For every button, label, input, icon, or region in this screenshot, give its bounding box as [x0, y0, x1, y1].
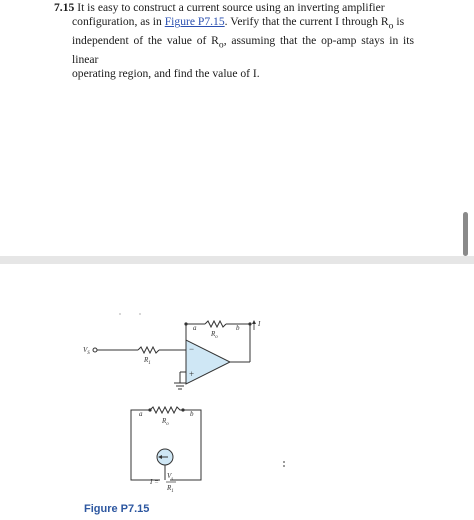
problem-number: 7.15	[54, 1, 75, 14]
node-b2-label: b	[190, 410, 194, 418]
ro-feedback-resistor	[205, 321, 226, 327]
node-a-dot	[184, 322, 187, 325]
stray-mark-3	[119, 313, 120, 314]
input-terminal	[93, 348, 97, 352]
problem-line-1: It is easy to construct a current source using an inverting amplifier	[77, 1, 385, 14]
op-amp-plus: +	[189, 369, 195, 379]
line3-sub: o	[218, 39, 224, 51]
line2-end: is	[393, 15, 405, 29]
node-b2-dot	[181, 408, 184, 411]
figure-link[interactable]: Figure P7.15	[164, 15, 225, 29]
node-a2-dot	[148, 408, 151, 411]
node-a-label: a	[193, 324, 197, 332]
line2-pre: configuration, as in	[72, 15, 165, 29]
current-label: I	[258, 320, 261, 328]
formula-lhs: I =	[150, 478, 159, 486]
problem-line-4: operating region, and find the value of I.	[72, 67, 260, 81]
r1-resistor	[138, 347, 159, 353]
node-b-label: b	[236, 324, 240, 332]
node-a2-label: a	[139, 410, 143, 418]
vs-label: $V_S$	[83, 346, 90, 356]
stray-mark-1	[283, 461, 285, 463]
line2-sub: o	[388, 20, 394, 32]
ro2-label: $R_o$	[162, 417, 169, 427]
formula-numerator: $V_s$	[167, 472, 174, 482]
op-amp-minus: −	[189, 344, 195, 354]
r1-label: $R_1$	[144, 356, 151, 366]
node-b-dot	[248, 322, 251, 325]
ro-label: $R_o$	[211, 330, 218, 340]
line2-post: . Verify that the current I through R	[224, 15, 389, 29]
current-arrowhead	[252, 320, 256, 324]
line3-post: , assuming that the op-amp stays in its linear	[72, 34, 414, 66]
stray-mark-2	[283, 465, 285, 467]
figure-caption: Figure P7.15	[84, 503, 150, 515]
line3-pre: independent of the value of R	[72, 34, 219, 48]
stray-mark-4	[139, 313, 140, 314]
formula-denominator: $R_1$	[167, 484, 174, 494]
